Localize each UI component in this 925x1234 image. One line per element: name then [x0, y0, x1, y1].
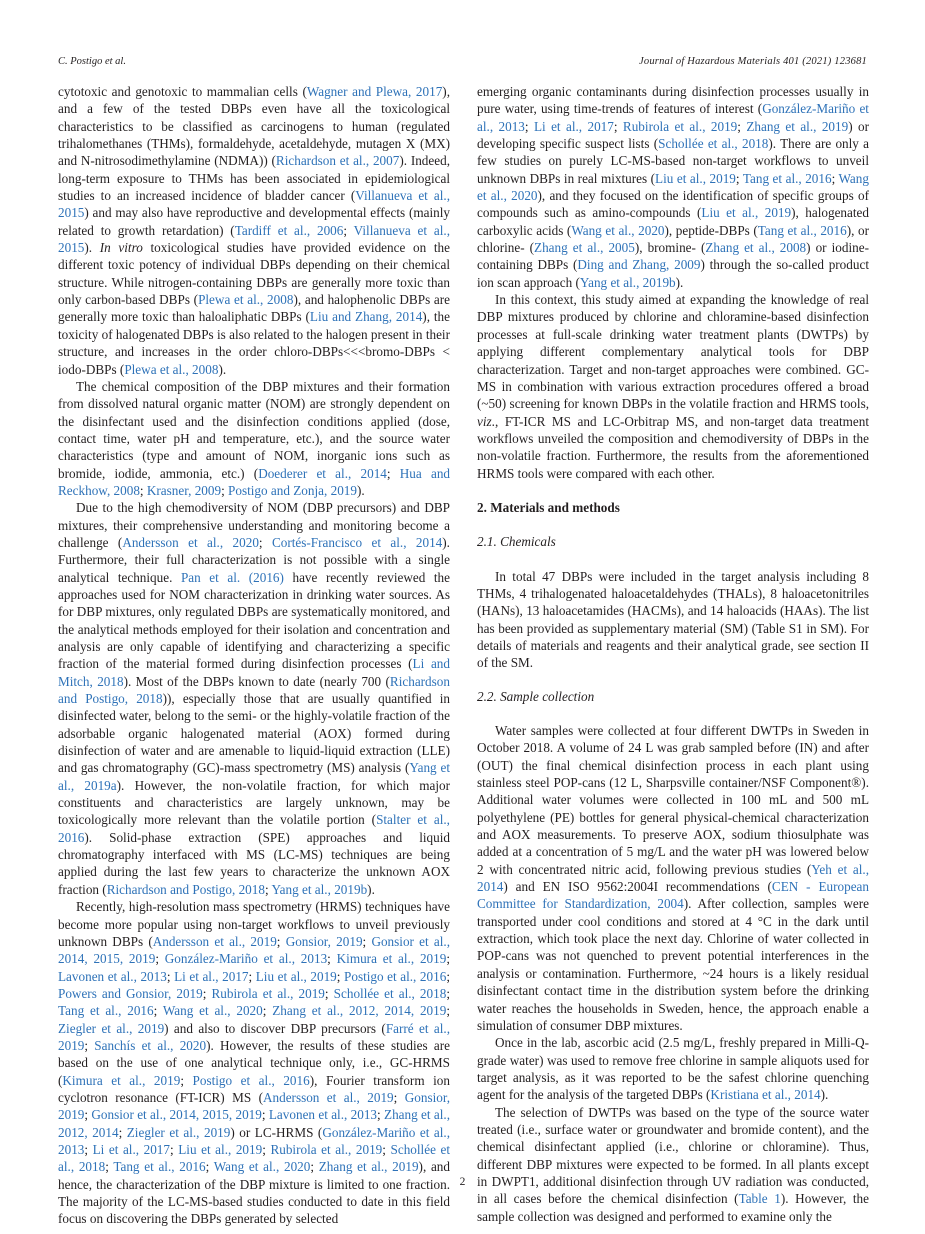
text-run: emerging organic contaminants during disinfection processes usually in pure water, using time-trends of features of interest ( [477, 84, 869, 117]
citation-link[interactable]: Postigo and Zonja, 2019 [228, 482, 357, 498]
paragraph [477, 722, 869, 1034]
citation-link[interactable]: Yeh et al., 2014 [477, 861, 869, 895]
text-run: ; [831, 170, 839, 186]
citation-link[interactable]: Powers and Gonsior, 2019 [58, 985, 203, 1001]
text-run: ). [675, 274, 684, 290]
text-run: ; [221, 482, 229, 498]
text-run: ; [446, 1003, 450, 1019]
citation-link[interactable]: Plewa et al., 2008 [198, 292, 294, 308]
text-run: ; [84, 1141, 93, 1157]
citation-link[interactable]: Liu and Zhang, 2014 [309, 309, 423, 325]
text-run: ; [139, 482, 147, 498]
citation-link[interactable]: Rubirola et al., 2019 [211, 985, 325, 1001]
citation-link[interactable]: Postigo et al., 2016 [192, 1072, 310, 1088]
text-run: ; [393, 1089, 405, 1105]
text-run: ; [343, 222, 354, 238]
text-run: ), the toxicity of halogenated DBPs is also related to the halogen present in their structure, and increases in the order chloro-DBPs<<<bromo-DBPs < iodo-DBPs ( [58, 309, 450, 377]
citation-link[interactable]: Tang et al., 2016 [757, 222, 847, 238]
text-run: ., FT-ICR MS and LC-Orbitrap MS, and non-target data treatment workflows unveiled the composition and chemodiversity of DBPs in the non-volatile fraction. Furthermore, the results from the aforementioned HRMS tools were compared with each other. [477, 413, 869, 481]
citation-link[interactable]: Liu et al., 2019 [255, 968, 337, 984]
citation-link[interactable]: Gonsior, 2019 [285, 933, 363, 949]
citation-link[interactable]: Rubirola et al., 2019 [622, 118, 738, 134]
citation-link[interactable]: Lavonen et al., 2013 [58, 968, 167, 984]
text-run: ) or developing specific suspect lists ( [477, 118, 869, 152]
running-header-journal: Journal of Hazardous Materials 401 (2021) 123681 [639, 56, 867, 67]
text-run: ). [357, 482, 365, 498]
text-run: ; [170, 1141, 179, 1157]
citation-link[interactable]: Andersson et al., 2019 [262, 1089, 394, 1105]
citation-link[interactable]: Gonsior, 2019 [58, 1089, 451, 1123]
citation-link[interactable]: Tang et al., 2016 [58, 1003, 154, 1019]
citation-link[interactable]: Cortés-Francisco et al., 2014 [271, 534, 443, 550]
citation-link[interactable]: Gonsior et al., 2014, 2015, 2019 [58, 933, 450, 967]
paragraph [58, 499, 450, 898]
text-run: ) or iodine-containing DBPs ( [477, 240, 869, 273]
text-run: ; [84, 1037, 95, 1053]
citation-link[interactable]: Schollée et al., 2018 [58, 1141, 450, 1175]
text-run: ). [84, 240, 100, 256]
text-run: ), bromine- ( [634, 240, 706, 256]
text-run: ), peptide-DBPs ( [664, 222, 758, 238]
text-run: ; [327, 951, 337, 967]
citation-link[interactable]: Wang et al., 2020 [213, 1159, 311, 1175]
paragraph [58, 83, 450, 378]
text-run: ), and they focused on the identification of specific groups of compounds such as amino-compounds ( [477, 188, 869, 221]
text-run: ; [105, 1159, 114, 1175]
text-run: ), and halophenolic DBPs are generally more toxic than haloaliphatic DBPs ( [58, 292, 451, 325]
page-number: 2 [459, 1176, 466, 1188]
left-column [58, 83, 450, 1228]
text-run: ), Fourier transform ion cyclotron resonance (FT-ICR) MS ( [58, 1072, 450, 1105]
citation-link[interactable]: CEN - European Committee for Standardization, 2004 [477, 879, 869, 912]
citation-link[interactable]: Schollée et al., 2018 [333, 985, 447, 1001]
text-run: ; [382, 1141, 391, 1157]
text-run: ; [336, 968, 345, 984]
text-run: ; [180, 1072, 193, 1088]
text-run: ; [258, 534, 272, 550]
text-run: have recently reviewed the approaches used for NOM characterization in drinking water sources. As for DBP mixtures, only regulated DBPs are systematically monitored, and the analytical methods employed for their isolation and concentration and analysis are only capable of identifying and characterizing a specific fraction of the material formed during disinfection processes ( [58, 569, 450, 672]
text-run: ). Furthermore, their full characterization is not possible with a single analytical technique. [58, 534, 450, 585]
citation-link[interactable]: Ziegler et al., 2019 [126, 1124, 231, 1140]
citation-link[interactable]: Zhang et al., 2012, 2014, 2019 [272, 1003, 447, 1019]
citation-link[interactable]: Richardson and Postigo, 2018 [106, 881, 265, 897]
citation-link[interactable]: Table 1 [738, 1191, 781, 1207]
text-run: ; [324, 985, 334, 1001]
right-column [477, 83, 869, 1225]
citation-link[interactable]: Zhang et al., 2019 [746, 118, 849, 134]
citation-link[interactable]: Tang et al., 2016 [113, 1159, 206, 1175]
text-run: ; [262, 1141, 271, 1157]
text-run: ; [446, 968, 450, 984]
citation-link[interactable]: Li et al., 2017 [174, 968, 249, 984]
citation-link[interactable]: Zhang et al., 2005 [534, 240, 635, 256]
text-run: ; [446, 951, 450, 967]
citation-link[interactable]: Villanueva et al., 2015 [58, 222, 450, 256]
text-run: cytotoxic and genotoxic to mammalian cells ( [58, 84, 307, 99]
citation-link[interactable]: Ziegler et al., 2019 [58, 1020, 165, 1036]
text-run: ) and EN ISO 9562:2004I recommendations ( [503, 879, 772, 895]
text-run: ). Indeed, long-term exposure to THMs has been associated in epidemiological studies to an increased incidence of bladder cancer ( [58, 153, 450, 204]
citation-link[interactable]: Liu et al., 2019 [655, 170, 736, 186]
text-run: ; [276, 933, 286, 949]
subsection-heading-sample-collection: 2.2. Sample collection [477, 688, 595, 704]
citation-link[interactable]: Liu et al., 2019 [701, 205, 792, 221]
text-run: toxicological studies have provided evidence on the different toxic potency of individual DBPs depending on their chemical structure. While nitrogen-containing DBPs are generally more toxic than only carbon-based DBPs ( [58, 240, 450, 308]
citation-link[interactable]: González-Mariño et al., 2013 [477, 101, 869, 134]
text-run: ; [261, 1107, 269, 1123]
text-run: ; [524, 118, 534, 134]
text-run: ; [166, 968, 175, 984]
text-run: ; [202, 985, 212, 1001]
paragraph [477, 568, 869, 672]
text-run: ; [737, 118, 747, 134]
paragraph [477, 83, 869, 291]
citation-link[interactable]: Li and Mitch, 2018 [58, 656, 450, 689]
running-header-authors: C. Postigo et al. [58, 56, 126, 67]
citation-link[interactable]: Tang et al., 2016 [742, 170, 832, 186]
text-run: ). However, the non-volatile fraction, for which major constituents and characteristics are largely unknown, may be toxicologically more relevant than the volatile portion ( [58, 777, 450, 828]
text-run: ; [248, 968, 256, 984]
text-run: Once in the lab, ascorbic acid (2.5 mg/L, freshly prepared in Milli-Q-grade water) was used to remove free chlorine in sample aliquots used for target analysis, as it was reported to be the safest chlorine quenching agent for the analysis of the targeted DBPs ( [477, 1035, 869, 1103]
text-run: The selection of DWTPs was based on the type of the source water treated (i.e., surface water or groundwater and bromide content), and the chemical disinfectant applied (i.e., chlorine or chloramine). Thus, different DBP mixtures were expected to be formed. In all plants except in DWPT1, additional disinfection through UV radiation was conducted, in all cases before the chemical disinfection ( [477, 1104, 869, 1207]
citation-link[interactable]: Zhang et al., 2019 [318, 1159, 419, 1175]
text-run: ). However, the sample collection was designed and performed to examine only the [477, 1191, 869, 1224]
text-run: ), or chlorine- ( [477, 222, 869, 256]
text-run: ) and may also have reproductive and developmental effects (mainly related to growth retardation) ( [58, 205, 450, 238]
text-run: Recently, high-resolution mass spectrometry (HRMS) techniques have become more popular using non-target workflows to unveil previously unknown DBPs ( [58, 899, 450, 949]
text-run: ; [446, 985, 450, 1001]
citation-link[interactable]: Andersson et al., 2020 [122, 534, 259, 550]
citation-link[interactable]: Liu et al., 2019 [178, 1141, 263, 1157]
text-run: ; [386, 465, 400, 481]
text-run: ; [84, 1107, 92, 1123]
text-run: ; [262, 1003, 273, 1019]
citation-link[interactable]: Wang et al., 2020 [571, 222, 665, 238]
text-run: Water samples were collected at four different DWTPs in Sweden in October 2018. A volume of 24 L was grab sampled before (IN) and after (OUT) the final chemical disinfection process in each plant using stainless steel POP-cans (12 L, Sharpsville container/NSF Component®). Additional water volumes were collected in 100 mL and 500 mL polyethylene (PE) bottles for general physical-chemical characterization and AOX measurements. To preserve AOX, sodium thiosulphate was added at a concentration of 5 mg/L and the water pH was lowered below 2 with concentrated nitric acid, following previous studies ( [477, 723, 869, 877]
text-run: ; [613, 118, 623, 134]
citation-link[interactable]: Gonsior et al., 2014, 2015, 2019 [91, 1107, 262, 1123]
text-run: ), and a few of the tested DBPs even have all the toxicological characteristics to be classified as carcinogens to human (regulated trihalomethanes (THMs), formaldehyde, acetaldehyde, mutagen X (MX) and N-nitrosodimethylamine (NDMA)) ( [58, 84, 450, 169]
citation-link[interactable]: Plewa et al., 2008 [124, 361, 219, 377]
text-run: ; [377, 1107, 385, 1123]
text-run: ). However, the results of these studies are based on the use of one analytical technique only, i.e., GC-HRMS ( [58, 1037, 450, 1088]
citation-link[interactable]: Farré et al., 2019 [58, 1020, 451, 1053]
paragraph [58, 378, 450, 499]
citation-link[interactable]: González-Mariño et al., 2013 [58, 1124, 450, 1157]
text-run: ), halogenated carboxylic acids ( [477, 205, 869, 238]
text-run: ). [820, 1087, 829, 1103]
text-run: ). [218, 361, 227, 377]
citation-link[interactable]: Hua and Reckhow, 2008 [58, 465, 451, 498]
text-run: ; [153, 1003, 163, 1019]
citation-link[interactable]: Doederer et al., 2014 [258, 465, 387, 481]
text-run: ; [155, 951, 165, 967]
text-run: ; [118, 1124, 127, 1140]
text-run: ). [367, 881, 375, 897]
citation-link[interactable]: Andersson et al., 2019 [152, 933, 277, 949]
citation-link[interactable]: Yang et al., 2019b [579, 274, 676, 290]
citation-link[interactable]: Zhang et al., 2012, 2014 [58, 1107, 450, 1140]
citation-link[interactable]: Rubirola et al., 2019 [270, 1141, 383, 1157]
paragraph [477, 1034, 869, 1103]
text-run: ; [735, 170, 743, 186]
citation-link[interactable]: Krasner, 2009 [146, 482, 222, 498]
citation-link[interactable]: Richardson and Postigo, 2018 [58, 673, 450, 707]
text-run: ; [310, 1159, 319, 1175]
paragraph [477, 291, 869, 482]
text-run: )), especially those that are usually quantified in disinfected water, belong to the semi- or the highly-volatile fraction of the adsorbable organic halogenated material (AOX) formed during disinfection of water and are amenable to liquid-liquid extraction (LLE) and gas chromatography (GC)-mass spectrometry (MS) analysis ( [58, 691, 450, 776]
subsection-heading-chemicals: 2.1. Chemicals [477, 534, 556, 550]
citation-link[interactable]: Tardiff et al., 2006 [234, 222, 344, 238]
citation-link[interactable]: Yang et al., 2019a [58, 760, 450, 793]
citation-link[interactable]: Sanchís et al., 2020 [94, 1037, 207, 1053]
citation-link[interactable]: Kimura et al., 2019 [62, 1072, 181, 1088]
citation-link[interactable]: Wang et al., 2020 [477, 170, 869, 204]
citation-link[interactable]: Schollée et al., 2018 [658, 136, 769, 152]
text-run: ) and also to discover DBP precursors ( [164, 1020, 386, 1036]
text-run: ), and hence, the characterization of the DBP mixture is limited to one fraction. The majority of the LC-MS-based studies conducted to date in this field focus on discovering the DBPs generated by selected [58, 1159, 450, 1227]
citation-link[interactable]: Villanueva et al., 2015 [58, 188, 450, 221]
italic-text: In vitro [99, 240, 143, 256]
text-run: ) through the so-called product ion scan approach ( [477, 257, 869, 290]
citation-link[interactable]: González-Mariño et al., 2013 [164, 951, 328, 967]
citation-link[interactable]: Li et al., 2017 [533, 118, 614, 134]
citation-link[interactable]: Postigo et al., 2016 [344, 968, 447, 984]
text-run: ). Solid-phase extraction (SPE) approaches and liquid chromatography interfaced with MS (LC-MS) techniques are being applied during the last few years to characterize the unknown AOX fraction ( [58, 829, 450, 897]
citation-link[interactable]: Wang et al., 2020 [162, 1003, 263, 1019]
text-run: ) or LC-HRMS ( [230, 1124, 323, 1140]
text-run: In this context, this study aimed at expanding the knowledge of real DBP mixtures produced by chlorine and chloramine-based disinfection processes at full-scale drinking water treatment plants (DWTPs) by applying different complementary analytical tools for DBP characterization. Target and non-target approaches were combined. GC-MS in combination with various extraction procedures offered a broad (~50) screening for known DBPs in the volatile fraction and HRMS tools, [477, 292, 869, 412]
citation-link[interactable]: Stalter et al., 2016 [58, 812, 450, 845]
text-run: ). After collection, samples were transported under cool conditions and stored at 4 °C in the dark until extraction, which took place the next day. Chlorine of water collected in POP-cans was not quenched to prevent potential interferences in the analysis or contamination. Furthermore, ~24 hours is a likely residual disinfectant contact time in the distribution system before the drinking water reaches the households in Sweden, hence, the approach enable a simulation of consumer DBP mixtures. [477, 896, 869, 1033]
text-run: ). There are only a few studies on purely LC-MS-based non-target workflows to unveil unknown DBPs in real mixtures ( [477, 136, 870, 186]
text-run: ; [264, 881, 272, 897]
text-run: The chemical composition of the DBP mixtures and their formation from dissolved natural organic matter (NOM) are strongly dependent on the disinfectant used and the disinfection conditions applied (dose, contact time, water pH and temperature, etc.), and the source water characteristics (type and amount of NOM, inorganic ions such as bromide, iodide, ammonia, etc.) ( [58, 378, 450, 481]
text-run: ; [362, 933, 372, 949]
citation-link[interactable]: Lavonen et al., 2013 [268, 1107, 378, 1123]
text-run: Due to the high chemodiversity of NOM (DBP precursors) and DBP mixtures, their comprehensive understanding and monitoring become a challenge ( [58, 500, 450, 550]
citation-link[interactable]: Yang et al., 2019b [271, 881, 368, 897]
section-heading-materials-methods: 2. Materials and methods [477, 499, 620, 515]
text-run: ; [205, 1159, 214, 1175]
italic-text: viz [477, 413, 492, 429]
citation-link[interactable]: Richardson et al., 2007 [275, 153, 400, 169]
citation-link[interactable]: Ding and Zhang, 2009 [577, 257, 701, 273]
citation-link[interactable]: Zhang et al., 2008 [705, 240, 807, 256]
citation-link[interactable]: Pan et al. (2016) [180, 569, 284, 585]
citation-link[interactable]: Kimura et al., 2019 [336, 951, 447, 967]
text-run: In total 47 DBPs were included in the target analysis including 8 THMs, 4 trihalogenated haloacetaldehydes (THALs), 8 haloacetonitriles (HANs), 13 haloacetamides (HACMs), and 14 haloacids (HAAs). The list has been provided as supplementary material (SM) (Table S1 in SM). For details of materials and reagents and their analytical grade, see section II of the SM. [477, 568, 869, 671]
paragraph [477, 1104, 869, 1225]
citation-link[interactable]: Wagner and Plewa, 2017 [306, 84, 443, 99]
citation-link[interactable]: Li et al., 2017 [92, 1141, 170, 1157]
text-run: ). Most of the DBPs known to date (nearly 700 ( [123, 673, 390, 689]
citation-link[interactable]: Kristiana et al., 2014 [710, 1087, 821, 1103]
